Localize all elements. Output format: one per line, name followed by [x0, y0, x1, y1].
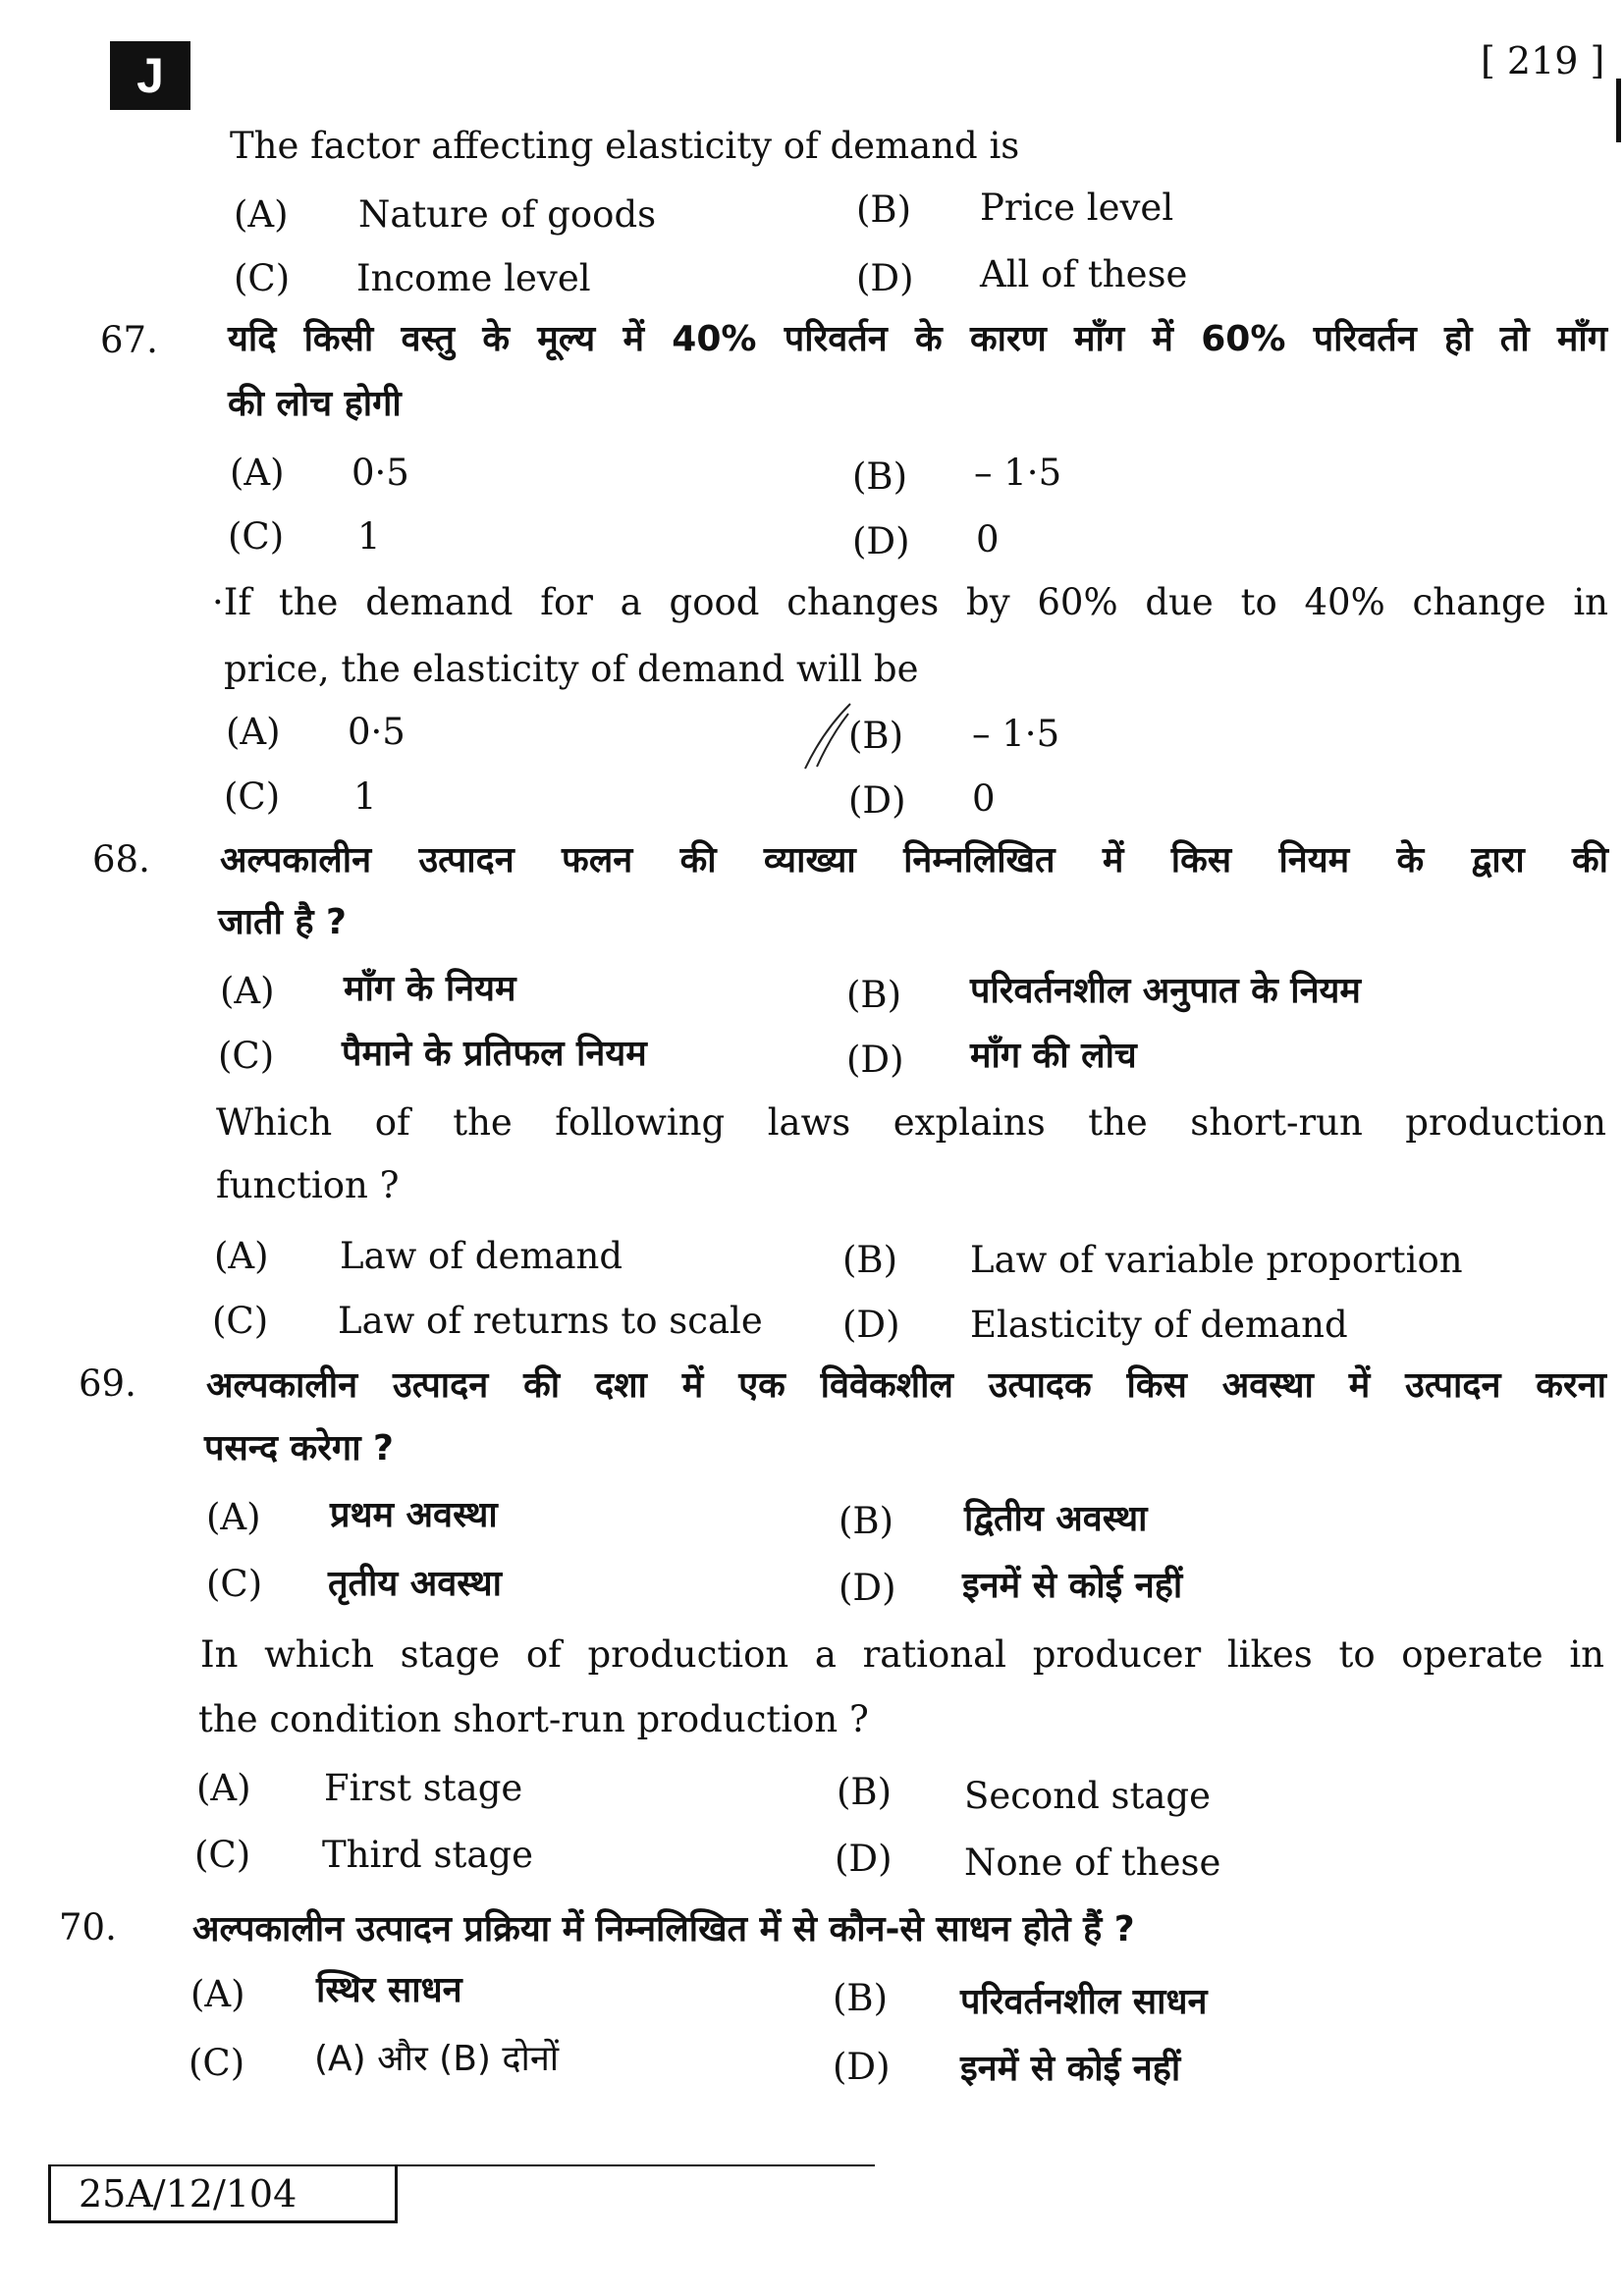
option-a-label: (A) [226, 711, 281, 753]
question-67-english-stem: ·If the demand for a good changes by 60% due to 40% change in [212, 581, 1608, 623]
question-66-stem: The factor affecting elasticity of demand is [230, 125, 1020, 167]
option-a-label: (A) [230, 452, 285, 494]
series-letter-box: J [110, 41, 190, 110]
option-a-text: Nature of goods [358, 193, 657, 236]
paper-code-box: 25A/12/104 [48, 2164, 398, 2223]
option-a-text: Law of demand [340, 1235, 623, 1277]
option-d-label: (D) [848, 779, 906, 822]
option-b-label: (B) [856, 188, 912, 231]
question-70-hindi-stem: अल्पकालीन उत्पादन प्रक्रिया में निम्नलिखित में से कौन-से साधन होते हैं ? [192, 1909, 1135, 1949]
option-c-label: (C) [218, 1035, 275, 1077]
option-b-text: Price level [980, 187, 1174, 229]
option-d-label: (D) [842, 1304, 900, 1346]
scan-edge-mark [1616, 79, 1621, 142]
option-b-text: Second stage [964, 1775, 1212, 1817]
option-b-text: – 1·5 [974, 452, 1062, 494]
option-d-text: माँग की लोच [970, 1036, 1137, 1076]
question-69-english-stem-cont: the condition short-run production ? [198, 1698, 869, 1740]
question-68-english-stem-cont: function ? [216, 1164, 400, 1206]
option-d-label: (D) [835, 1838, 893, 1880]
option-a-label: (A) [190, 1973, 245, 2015]
option-a-label: (A) [206, 1496, 261, 1538]
option-b-text: द्वितीय अवस्था [964, 1499, 1148, 1539]
option-d-text: None of these [964, 1842, 1221, 1884]
option-c-label: (C) [206, 1563, 263, 1605]
option-c-label: (C) [224, 775, 281, 818]
option-c-label: (C) [234, 257, 291, 299]
question-69-hindi-stem-cont: पसन्द करेगा ? [204, 1428, 394, 1468]
option-a-text: स्थिर साधन [316, 1970, 462, 2010]
option-c-text: 1 [357, 515, 381, 558]
question-number: 70. [59, 1906, 117, 1949]
option-b-text: परिवर्तनशील अनुपात के नियम [970, 971, 1361, 1011]
option-d-label: (D) [846, 1039, 904, 1081]
option-b-label: (B) [846, 974, 902, 1016]
option-b-text: – 1·5 [972, 713, 1060, 755]
option-a-label: (A) [220, 970, 275, 1012]
option-c-text: (A) और (B) दोनों [314, 2039, 560, 2079]
page-number: [ 219 ] [1481, 39, 1605, 82]
question-68-hindi-stem: अल्पकालीन उत्पादन फलन की व्याख्या निम्नलिखित में किस नियम के द्वारा की [220, 840, 1608, 881]
question-67-hindi-stem-cont: की लोच होगी [228, 384, 402, 424]
option-d-label: (D) [856, 257, 914, 299]
option-d-label: (D) [852, 520, 910, 562]
question-number: 68. [92, 838, 150, 881]
option-c-text: 1 [353, 775, 377, 818]
option-b-label: (B) [852, 455, 908, 498]
option-a-text: 0·5 [352, 452, 409, 494]
option-d-text: 0 [976, 518, 1000, 561]
option-b-label: (B) [839, 1500, 894, 1542]
question-67-hindi-stem: यदि किसी वस्तु के मूल्य में 40% परिवर्तन के कारण माँग में 60% परिवर्तन हो तो माँग [228, 319, 1607, 359]
option-c-text: Income level [356, 257, 591, 299]
option-c-label: (C) [194, 1834, 251, 1876]
option-b-label: (B) [848, 715, 904, 757]
question-68-english-stem: Which of the following laws explains the short-run production [216, 1101, 1606, 1144]
option-c-text: तृतीय अवस्था [328, 1564, 502, 1604]
option-a-label: (A) [234, 193, 289, 236]
question-number: 67. [100, 319, 158, 361]
option-a-text: प्रथम अवस्था [330, 1495, 498, 1535]
option-c-label: (C) [189, 2042, 245, 2084]
option-d-label: (D) [839, 1567, 896, 1609]
option-a-text: 0·5 [348, 711, 406, 753]
option-d-text: 0 [972, 777, 996, 820]
question-68-hindi-stem-cont: जाती है ? [218, 902, 347, 942]
option-d-text: इनमें से कोई नहीं [962, 1566, 1183, 1606]
option-b-label: (B) [842, 1239, 898, 1281]
option-c-label: (C) [228, 515, 285, 558]
option-b-label: (B) [837, 1771, 893, 1813]
question-number: 69. [79, 1362, 136, 1405]
option-d-text: Elasticity of demand [970, 1304, 1348, 1346]
question-67-english-stem-cont: price, the elasticity of demand will be [224, 648, 919, 690]
option-b-text: Law of variable proportion [970, 1239, 1463, 1281]
option-d-text: इनमें से कोई नहीं [960, 2049, 1181, 2089]
question-69-hindi-stem: अल्पकालीन उत्पादन की दशा में एक विवेकशील उत्पादक किस अवस्था में उत्पादन करना [206, 1365, 1606, 1406]
option-d-text: All of these [980, 253, 1188, 295]
option-a-text: माँग के नियम [344, 969, 516, 1009]
option-a-label: (A) [196, 1767, 251, 1809]
option-c-text: पैमाने के प्रतिफल नियम [342, 1034, 647, 1074]
option-c-label: (C) [212, 1300, 269, 1342]
option-d-label: (D) [833, 2046, 891, 2088]
option-b-text: परिवर्तनशील साधन [960, 1982, 1208, 2022]
option-a-label: (A) [214, 1235, 269, 1277]
pen-tick-mark [803, 702, 852, 771]
option-a-text: First stage [324, 1767, 523, 1809]
option-b-label: (B) [833, 1977, 889, 2019]
option-c-text: Law of returns to scale [338, 1300, 763, 1342]
option-c-text: Third stage [322, 1834, 533, 1876]
question-69-english-stem: In which stage of production a rational producer likes to operate in [200, 1633, 1604, 1676]
